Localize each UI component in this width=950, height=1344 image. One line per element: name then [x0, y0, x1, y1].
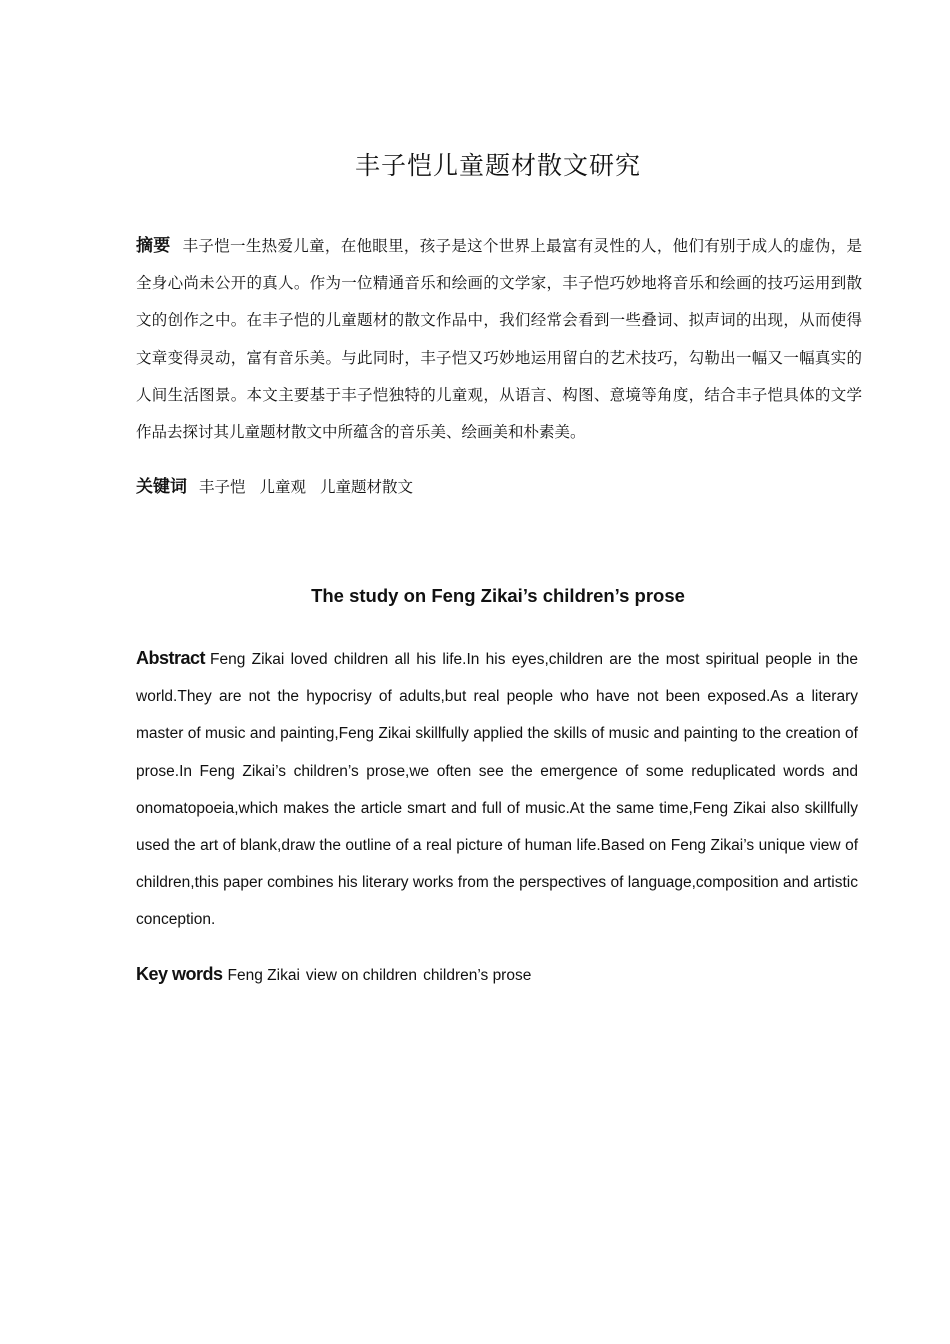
chinese-keywords-label: 关键词: [136, 477, 187, 497]
chinese-abstract: [136, 228, 862, 451]
english-abstract-text: Feng Zikai loved children all his life.In his eyes,children are the most spiritual people in the world.They are not the hypocrisy of adults,but real people who have not been exposed.As a literary master of music and painting,Feng Zikai skillfully applied the skills of music and painting to the creation of prose.In Feng Zikai’s children’s prose,we often see the emergence of some reduplicated words and onomatopoeia,which makes the article smart and full of music.At the same time,Feng Zikai also skillfully used the art of blank,draw the outline of a real picture of human life.Based on Feng Zikai’s unique view of children,this paper combines his literary works from the perspectives of language,composition and artistic conception.: [136, 651, 858, 929]
english-keyword: children’s prose: [423, 967, 532, 984]
english-keywords-label: Key words: [136, 964, 223, 984]
english-keywords: [136, 964, 858, 985]
chinese-keyword: 儿童观: [259, 478, 307, 496]
chinese-abstract-text: 丰子恺一生热爱儿童，在他眼里，孩子是这个世界上最富有灵性的人，他们有别于成人的虚伪，是全身心尚未公开的真人。作为一位精通音乐和绘画的文学家，丰子恺巧妙地将音乐和绘画的技巧运用到散文的创作之中。在丰子恺的儿童题材的散文作品中，我们经常会看到一些叠词、拟声词的出现，从而使得文章变得灵动，富有音乐美。与此同时，丰子恺又巧妙地运用留白的艺术技巧，勾勒出一幅又一幅真实的人间生活图景。本文主要基于丰子恺独特的儿童观，从语言、构图、意境等角度，结合丰子恺具体的文学作品去探讨其儿童题材散文中所蕴含的音乐美、绘画美和朴素美。: [136, 237, 862, 442]
chinese-keyword: 儿童题材散文: [320, 478, 414, 496]
chinese-keywords: [136, 472, 862, 497]
english-abstract: [136, 640, 858, 939]
chinese-keyword: 丰子恺: [199, 478, 246, 496]
english-keyword: Feng Zikai: [227, 967, 300, 984]
english-keyword: view on children: [305, 967, 418, 984]
chinese-abstract-label: 摘要: [136, 236, 171, 256]
english-title: The study on Feng Zikai’s children’s prose: [311, 585, 685, 606]
chinese-title: 丰子恺儿童题材散文研究: [354, 151, 641, 180]
english-abstract-label: Abstract: [136, 648, 206, 668]
